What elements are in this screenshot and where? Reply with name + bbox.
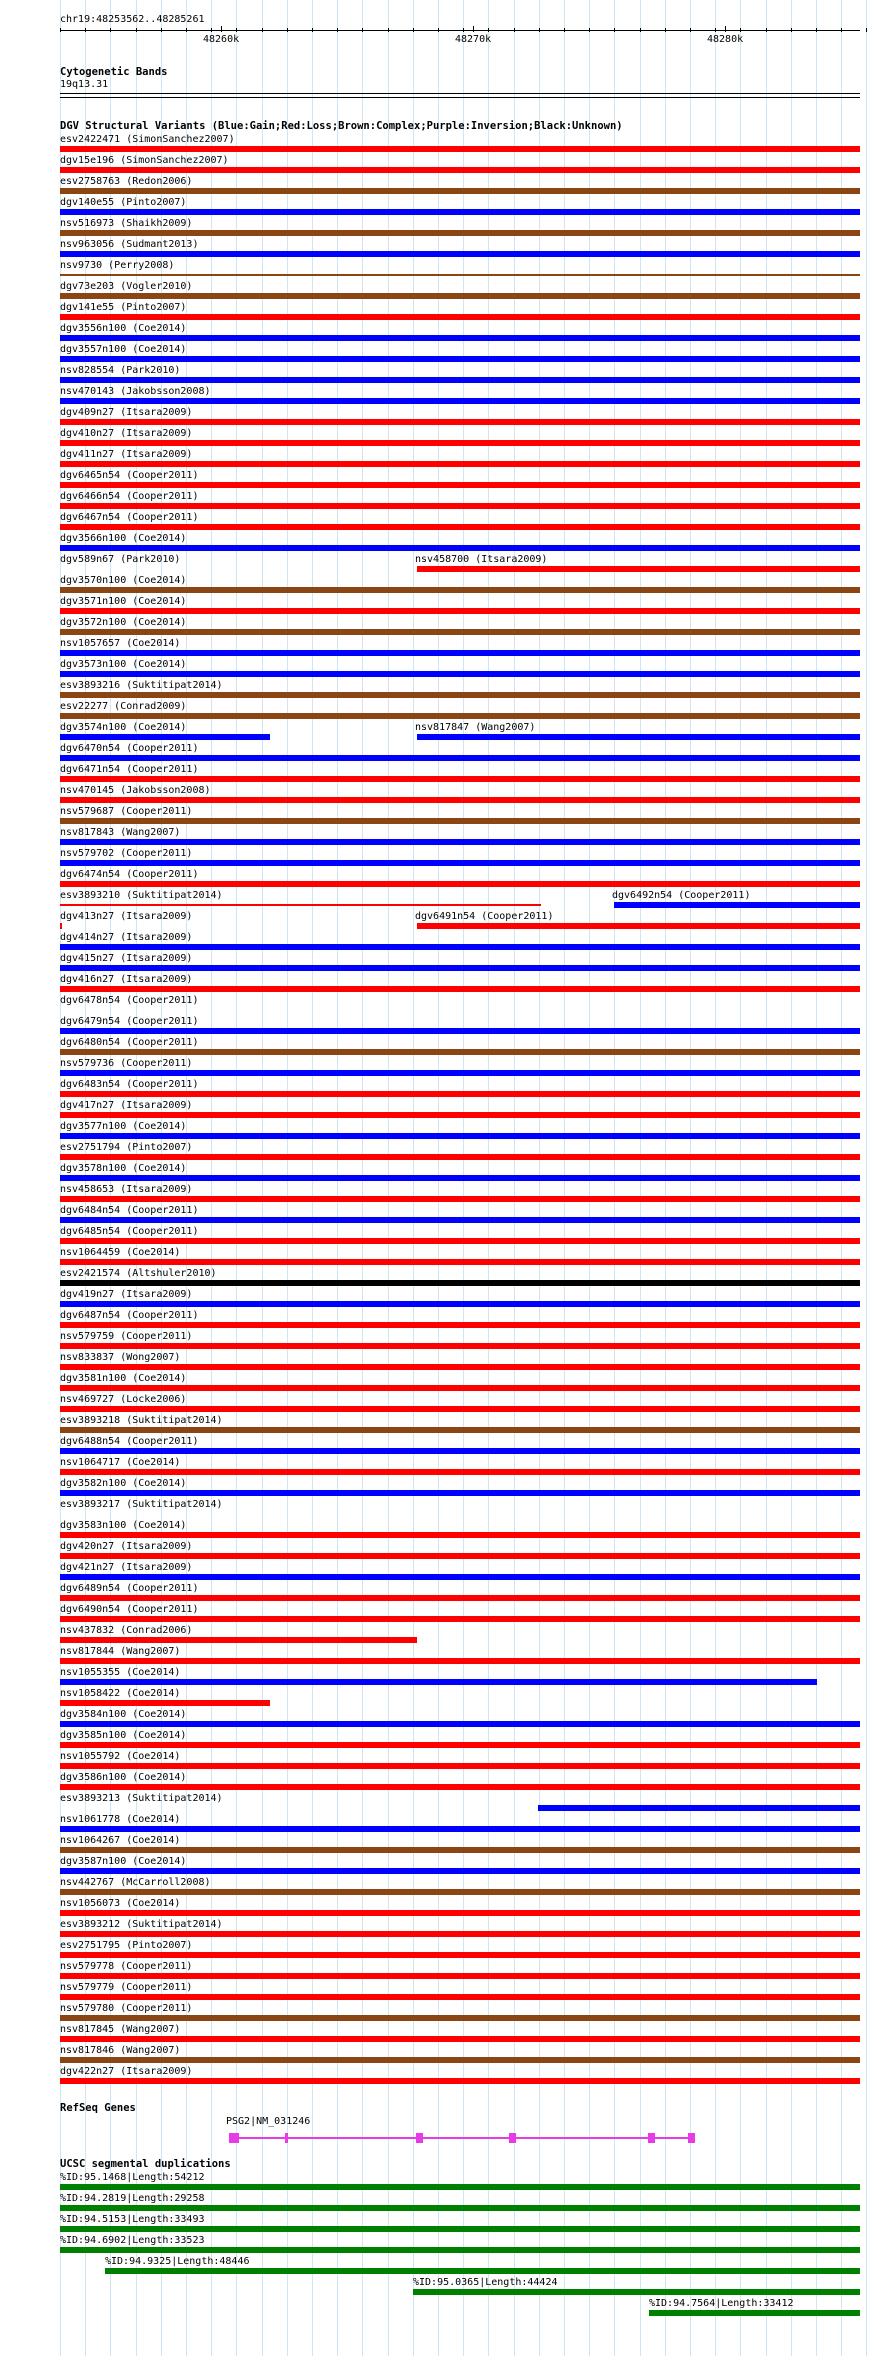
variant-label[interactable]: nsv458653 (Itsara2009) [60, 1184, 193, 1195]
variant-label[interactable]: dgv410n27 (Itsara2009) [60, 428, 193, 439]
ruler-minor-tick [362, 28, 363, 32]
variant-label[interactable]: esv3893210 (Suktitipat2014) [60, 890, 223, 901]
variant-bar[interactable] [60, 860, 860, 866]
variant-bar[interactable] [60, 1091, 860, 1097]
variant-bar[interactable] [60, 818, 860, 824]
ruler-minor-tick [665, 28, 666, 32]
variant-bar[interactable] [60, 608, 860, 614]
segdup-bar[interactable] [60, 2226, 860, 2232]
variant-label[interactable]: dgv140e55 (Pinto2007) [60, 197, 187, 208]
variant-label[interactable]: dgv419n27 (Itsara2009) [60, 1289, 193, 1300]
ruler-minor-tick [866, 28, 867, 32]
variant-label[interactable]: esv3893218 (Suktitipat2014) [60, 1415, 223, 1426]
variant-label[interactable]: dgv6478n54 (Cooper2011) [60, 995, 199, 1006]
ruler-minor-tick [85, 28, 86, 32]
variant-label[interactable]: dgv3571n100 (Coe2014) [60, 596, 187, 607]
variant-label[interactable]: nsv9730 (Perry2008) [60, 260, 175, 271]
variant-label[interactable]: nsv469727 (Locke2006) [60, 1394, 187, 1405]
variant-label[interactable]: dgv6466n54 (Cooper2011) [60, 491, 199, 502]
variant-label[interactable]: dgv3581n100 (Coe2014) [60, 1373, 187, 1384]
gene-exon[interactable] [229, 2133, 239, 2143]
ruler-minor-tick [816, 28, 817, 32]
variant-label[interactable]: nsv1064717 (Coe2014) [60, 1457, 181, 1468]
variant-label[interactable]: nsv579778 (Cooper2011) [60, 1961, 193, 1972]
variant-label[interactable]: dgv3582n100 (Coe2014) [60, 1478, 187, 1489]
ruler-minor-tick [715, 28, 716, 32]
ruler-minor-tick [312, 28, 313, 32]
variant-label[interactable]: esv3893216 (Suktitipat2014) [60, 680, 223, 691]
variant-label[interactable]: nsv1055355 (Coe2014) [60, 1667, 181, 1678]
variant-label[interactable]: nsv458700 (Itsara2009) [415, 554, 548, 565]
ruler-tick-label: 48280k [707, 34, 744, 45]
variant-label[interactable]: dgv6492n54 (Cooper2011) [612, 890, 751, 901]
variant-bar[interactable] [60, 1616, 860, 1622]
ruler-minor-tick [413, 28, 414, 32]
variant-bar[interactable] [60, 1721, 860, 1727]
variant-bar[interactable] [60, 1973, 860, 1979]
variant-label[interactable]: nsv1057657 (Coe2014) [60, 638, 181, 649]
variant-label[interactable]: nsv579702 (Cooper2011) [60, 848, 193, 859]
variant-bar[interactable] [60, 881, 860, 887]
segdup-bar[interactable] [105, 2268, 860, 2274]
variant-bar[interactable] [60, 1343, 860, 1349]
ruler-minor-tick [690, 28, 691, 32]
variant-label[interactable]: dgv15e196 (SimonSanchez2007) [60, 155, 229, 166]
variant-bar[interactable] [60, 2015, 860, 2021]
variant-bar[interactable] [60, 1070, 860, 1076]
variant-bar[interactable] [60, 1679, 817, 1685]
segdup-bar[interactable] [60, 2184, 860, 2190]
variant-label[interactable]: esv3893213 (Suktitipat2014) [60, 1793, 223, 1804]
ruler-tick [725, 26, 726, 32]
variant-label[interactable]: dgv3570n100 (Coe2014) [60, 575, 187, 586]
variant-bar[interactable] [60, 1469, 860, 1475]
segdup-bar[interactable] [413, 2289, 860, 2295]
ruler-minor-tick [564, 28, 565, 32]
variant-bar[interactable] [60, 482, 860, 488]
variant-bar[interactable] [60, 944, 860, 950]
ruler-minor-tick [766, 28, 767, 32]
variant-bar[interactable] [60, 1490, 860, 1496]
variant-bar[interactable] [60, 545, 860, 551]
variant-label[interactable]: nsv828554 (Park2010) [60, 365, 181, 376]
variant-label[interactable]: esv3893217 (Suktitipat2014) [60, 1499, 223, 1510]
variant-bar[interactable] [60, 776, 860, 782]
variant-bar[interactable] [60, 1322, 860, 1328]
variant-label[interactable]: dgv3586n100 (Coe2014) [60, 1772, 187, 1783]
variant-label[interactable]: nsv817843 (Wang2007) [60, 827, 181, 838]
variant-label[interactable]: dgv6471n54 (Cooper2011) [60, 764, 199, 775]
variant-bar[interactable] [60, 1196, 860, 1202]
gene-exon[interactable] [285, 2133, 288, 2143]
variant-bar[interactable] [60, 986, 860, 992]
variant-bar[interactable] [60, 1700, 270, 1706]
variant-label[interactable]: nsv817844 (Wang2007) [60, 1646, 181, 1657]
variant-label[interactable]: dgv6488n54 (Cooper2011) [60, 1436, 199, 1447]
ruler-minor-tick [740, 28, 741, 32]
refseq-track-title: RefSeq Genes [60, 2102, 136, 2114]
variant-label[interactable]: dgv6491n54 (Cooper2011) [415, 911, 554, 922]
variant-label[interactable]: dgv3585n100 (Coe2014) [60, 1730, 187, 1741]
variant-bar[interactable] [60, 461, 860, 467]
variant-label[interactable]: dgv589n67 (Park2010) [60, 554, 181, 565]
variant-bar[interactable] [60, 209, 860, 215]
variant-bar[interactable] [60, 1847, 860, 1853]
cytoband-label: 19q13.31 [60, 79, 109, 90]
gene-exon[interactable] [648, 2133, 655, 2143]
variant-bar[interactable] [60, 671, 860, 677]
region-label: chr19:48253562..48285261 [60, 14, 205, 25]
variant-label[interactable]: dgv6470n54 (Cooper2011) [60, 743, 199, 754]
variant-bar[interactable] [60, 1448, 860, 1454]
segdup-track-title: UCSC segmental duplications [60, 2158, 231, 2170]
variant-bar[interactable] [60, 1910, 860, 1916]
variant-label[interactable]: esv2422471 (SimonSanchez2007) [60, 134, 235, 145]
segdup-bar[interactable] [60, 2247, 860, 2253]
variant-bar[interactable] [60, 713, 860, 719]
variant-label[interactable]: dgv3577n100 (Coe2014) [60, 1121, 187, 1132]
variant-bar[interactable] [60, 1049, 860, 1055]
variant-label[interactable]: nsv470145 (Jakobsson2008) [60, 785, 211, 796]
grid-line [866, 0, 867, 2356]
ruler-tick [221, 26, 222, 32]
variant-bar[interactable] [60, 230, 860, 236]
variant-label[interactable]: dgv6479n54 (Cooper2011) [60, 1016, 199, 1027]
variant-bar[interactable] [60, 629, 860, 635]
variant-bar[interactable] [60, 1028, 860, 1034]
variant-label[interactable]: nsv1056073 (Coe2014) [60, 1898, 181, 1909]
variant-label[interactable]: nsv579780 (Cooper2011) [60, 2003, 193, 2014]
ruler-minor-tick [236, 28, 237, 32]
variant-label[interactable]: dgv409n27 (Itsara2009) [60, 407, 193, 418]
ruler-minor-tick [640, 28, 641, 32]
variant-bar[interactable] [60, 1994, 860, 2000]
ruler-tick-label: 48260k [203, 34, 240, 45]
variant-bar[interactable] [417, 566, 860, 572]
ruler-minor-tick [60, 28, 61, 32]
variant-label[interactable]: nsv579687 (Cooper2011) [60, 806, 193, 817]
variant-bar[interactable] [60, 377, 860, 383]
ruler-minor-tick [488, 28, 489, 32]
variant-label[interactable]: nsv1055792 (Coe2014) [60, 1751, 181, 1762]
variant-label[interactable]: dgv73e203 (Vogler2010) [60, 281, 193, 292]
ruler-minor-tick [262, 28, 263, 32]
variant-label[interactable]: dgv6487n54 (Cooper2011) [60, 1310, 199, 1321]
segdup-label[interactable]: %ID:94.9325|Length:48446 [105, 2256, 250, 2267]
variant-bar[interactable] [60, 356, 860, 362]
variant-bar[interactable] [60, 1952, 860, 1958]
variant-label[interactable]: dgv413n27 (Itsara2009) [60, 911, 193, 922]
variant-bar[interactable] [60, 923, 62, 929]
variant-label[interactable]: dgv3566n100 (Coe2014) [60, 533, 187, 544]
variant-bar[interactable] [60, 419, 860, 425]
variant-bar[interactable] [614, 902, 860, 908]
ruler-minor-tick [791, 28, 792, 32]
variant-label[interactable]: nsv817846 (Wang2007) [60, 2045, 181, 2056]
variant-bar[interactable] [60, 1826, 860, 1832]
variant-label[interactable]: dgv6474n54 (Cooper2011) [60, 869, 199, 880]
variant-bar[interactable] [60, 1133, 860, 1139]
variant-bar[interactable] [60, 1217, 860, 1223]
variant-bar[interactable] [60, 1784, 860, 1790]
variant-bar[interactable] [60, 734, 270, 740]
segdup-bar[interactable] [649, 2310, 860, 2316]
variant-label[interactable]: dgv415n27 (Itsara2009) [60, 953, 193, 964]
variant-label[interactable]: dgv6465n54 (Cooper2011) [60, 470, 199, 481]
variant-bar[interactable] [60, 1259, 860, 1265]
variant-bar[interactable] [417, 923, 860, 929]
variant-label[interactable]: nsv470143 (Jakobsson2008) [60, 386, 211, 397]
variant-label[interactable]: dgv414n27 (Itsara2009) [60, 932, 193, 943]
variant-label[interactable]: esv2758763 (Redon2006) [60, 176, 193, 187]
segdup-label[interactable]: %ID:94.7564|Length:33412 [649, 2298, 794, 2309]
variant-label[interactable]: esv2751794 (Pinto2007) [60, 1142, 193, 1153]
ruler-minor-tick [463, 28, 464, 32]
variant-label[interactable]: dgv3587n100 (Coe2014) [60, 1856, 187, 1867]
variant-label[interactable]: nsv1058422 (Coe2014) [60, 1688, 181, 1699]
variant-label[interactable]: dgv3557n100 (Coe2014) [60, 344, 187, 355]
variant-label[interactable]: dgv422n27 (Itsara2009) [60, 2066, 193, 2077]
variant-bar[interactable] [60, 2036, 860, 2042]
cytoband-line-2 [60, 97, 860, 98]
variant-bar[interactable] [60, 2057, 860, 2063]
ruler-minor-tick [589, 28, 590, 32]
variant-bar[interactable] [60, 1112, 860, 1118]
variant-label[interactable]: dgv6480n54 (Cooper2011) [60, 1037, 199, 1048]
variant-bar[interactable] [60, 650, 860, 656]
variant-bar[interactable] [60, 146, 860, 152]
variant-bar[interactable] [60, 587, 860, 593]
variant-label[interactable]: nsv437832 (Conrad2006) [60, 1625, 193, 1636]
ruler-minor-tick [388, 28, 389, 32]
variant-label[interactable]: dgv417n27 (Itsara2009) [60, 1100, 193, 1111]
variant-bar[interactable] [60, 1931, 860, 1937]
variant-bar[interactable] [60, 1574, 860, 1580]
variant-label[interactable]: nsv817845 (Wang2007) [60, 2024, 181, 2035]
variant-label[interactable]: dgv3578n100 (Coe2014) [60, 1163, 187, 1174]
segdup-bar[interactable] [60, 2205, 860, 2211]
variant-bar[interactable] [60, 1427, 860, 1433]
variant-bar[interactable] [60, 2078, 860, 2084]
variant-label[interactable]: dgv6490n54 (Cooper2011) [60, 1604, 199, 1615]
gene-exon[interactable] [509, 2133, 516, 2143]
variant-label[interactable]: dgv6483n54 (Cooper2011) [60, 1079, 199, 1090]
variant-bar[interactable] [60, 1553, 860, 1559]
ruler-minor-tick [337, 28, 338, 32]
variant-label[interactable]: dgv3584n100 (Coe2014) [60, 1709, 187, 1720]
variant-bar[interactable] [60, 1301, 860, 1307]
variant-label[interactable]: nsv1064459 (Coe2014) [60, 1247, 181, 1258]
variant-label[interactable]: dgv6484n54 (Cooper2011) [60, 1205, 199, 1216]
segdup-label[interactable]: %ID:95.1468|Length:54212 [60, 2172, 205, 2183]
variant-label[interactable]: dgv3583n100 (Coe2014) [60, 1520, 187, 1531]
variant-label[interactable]: dgv3572n100 (Coe2014) [60, 617, 187, 628]
gene-label[interactable]: PSG2|NM_031246 [226, 2116, 311, 2127]
ruler-minor-tick [514, 28, 515, 32]
variant-bar[interactable] [60, 1532, 860, 1538]
ruler-minor-tick [110, 28, 111, 32]
variant-bar[interactable] [60, 503, 860, 509]
variant-label[interactable]: dgv421n27 (Itsara2009) [60, 1562, 193, 1573]
variant-bar[interactable] [60, 1238, 860, 1244]
cytoband-line [60, 93, 860, 94]
variant-bar[interactable] [60, 797, 860, 803]
variant-bar[interactable] [60, 1595, 860, 1601]
variant-bar[interactable] [538, 1805, 860, 1811]
variant-label[interactable]: dgv3573n100 (Coe2014) [60, 659, 187, 670]
variant-bar[interactable] [60, 1280, 860, 1286]
variant-bar[interactable] [60, 1889, 860, 1895]
ruler-minor-tick [287, 28, 288, 32]
variant-label[interactable]: nsv817847 (Wang2007) [415, 722, 536, 733]
variant-label[interactable]: nsv442767 (McCarroll2008) [60, 1877, 211, 1888]
variant-bar[interactable] [60, 839, 860, 845]
variant-bar[interactable] [60, 167, 860, 173]
variant-bar[interactable] [60, 1364, 860, 1370]
variant-bar[interactable] [60, 524, 860, 530]
variant-label[interactable]: nsv579736 (Cooper2011) [60, 1058, 193, 1069]
ruler-minor-tick [539, 28, 540, 32]
variant-bar[interactable] [60, 904, 541, 906]
variant-label[interactable]: nsv516973 (Shaikh2009) [60, 218, 193, 229]
variant-bar[interactable] [60, 1658, 860, 1664]
variant-label[interactable]: nsv963056 (Sudmant2013) [60, 239, 199, 250]
variant-bar[interactable] [417, 734, 860, 740]
variant-label[interactable]: nsv1061778 (Coe2014) [60, 1814, 181, 1825]
variant-label[interactable]: nsv833837 (Wong2007) [60, 1352, 181, 1363]
variant-bar[interactable] [60, 1868, 860, 1874]
ruler-minor-tick [211, 28, 212, 32]
segdup-label[interactable]: %ID:94.2819|Length:29258 [60, 2193, 205, 2204]
variant-label[interactable]: dgv6467n54 (Cooper2011) [60, 512, 199, 523]
variant-label[interactable]: dgv3556n100 (Coe2014) [60, 323, 187, 334]
variant-label[interactable]: nsv1064267 (Coe2014) [60, 1835, 181, 1846]
variant-label[interactable]: dgv420n27 (Itsara2009) [60, 1541, 193, 1552]
cytoband-title: Cytogenetic Bands [60, 66, 168, 78]
variant-bar[interactable] [60, 293, 860, 299]
ruler-minor-tick [161, 28, 162, 32]
variant-bar[interactable] [60, 1406, 860, 1412]
ruler-minor-tick [136, 28, 137, 32]
variant-label[interactable]: dgv6489n54 (Cooper2011) [60, 1583, 199, 1594]
ruler-minor-tick [614, 28, 615, 32]
variant-bar[interactable] [60, 335, 860, 341]
variant-label[interactable]: esv3893212 (Suktitipat2014) [60, 1919, 223, 1930]
variant-bar[interactable] [60, 1385, 860, 1391]
variant-label[interactable]: esv2421574 (Altshuler2010) [60, 1268, 217, 1279]
variant-label[interactable]: esv22277 (Conrad2009) [60, 701, 187, 712]
ruler-minor-tick [186, 28, 187, 32]
variant-bar[interactable] [60, 1154, 860, 1160]
ruler-tick [473, 26, 474, 32]
ruler-minor-tick [841, 28, 842, 32]
variant-label[interactable]: dgv3574n100 (Coe2014) [60, 722, 187, 733]
variant-bar[interactable] [60, 398, 860, 404]
segdup-label[interactable]: %ID:95.0365|Length:44424 [413, 2277, 558, 2288]
variant-bar[interactable] [60, 692, 860, 698]
ruler-minor-tick [438, 28, 439, 32]
variant-label[interactable]: esv2751795 (Pinto2007) [60, 1940, 193, 1951]
variant-label[interactable]: nsv579759 (Cooper2011) [60, 1331, 193, 1342]
variant-bar[interactable] [60, 965, 860, 971]
variant-bar[interactable] [60, 1637, 417, 1643]
variant-label[interactable]: dgv411n27 (Itsara2009) [60, 449, 193, 460]
variant-bar[interactable] [60, 1763, 860, 1769]
segdup-label[interactable]: %ID:94.5153|Length:33493 [60, 2214, 205, 2225]
variant-label[interactable]: dgv141e55 (Pinto2007) [60, 302, 187, 313]
variant-bar[interactable] [60, 755, 860, 761]
variant-label[interactable]: dgv416n27 (Itsara2009) [60, 974, 193, 985]
gene-exon[interactable] [416, 2133, 423, 2143]
segdup-label[interactable]: %ID:94.6902|Length:33523 [60, 2235, 205, 2246]
variant-bar[interactable] [60, 314, 860, 320]
gene-exon[interactable] [688, 2133, 695, 2143]
variant-bar[interactable] [60, 1742, 860, 1748]
gene-intron-line[interactable] [229, 2137, 693, 2139]
ruler-tick-label: 48270k [455, 34, 492, 45]
variant-bar[interactable] [60, 1175, 860, 1181]
dgv-track-title: DGV Structural Variants (Blue:Gain;Red:Loss;Brown:Complex;Purple:Inversion;Black:Unknown) [60, 120, 623, 132]
variant-bar[interactable] [60, 274, 860, 276]
variant-bar[interactable] [60, 440, 860, 446]
variant-bar[interactable] [60, 251, 860, 257]
variant-label[interactable]: nsv579779 (Cooper2011) [60, 1982, 193, 1993]
variant-bar[interactable] [60, 188, 860, 194]
variant-label[interactable]: dgv6485n54 (Cooper2011) [60, 1226, 199, 1237]
